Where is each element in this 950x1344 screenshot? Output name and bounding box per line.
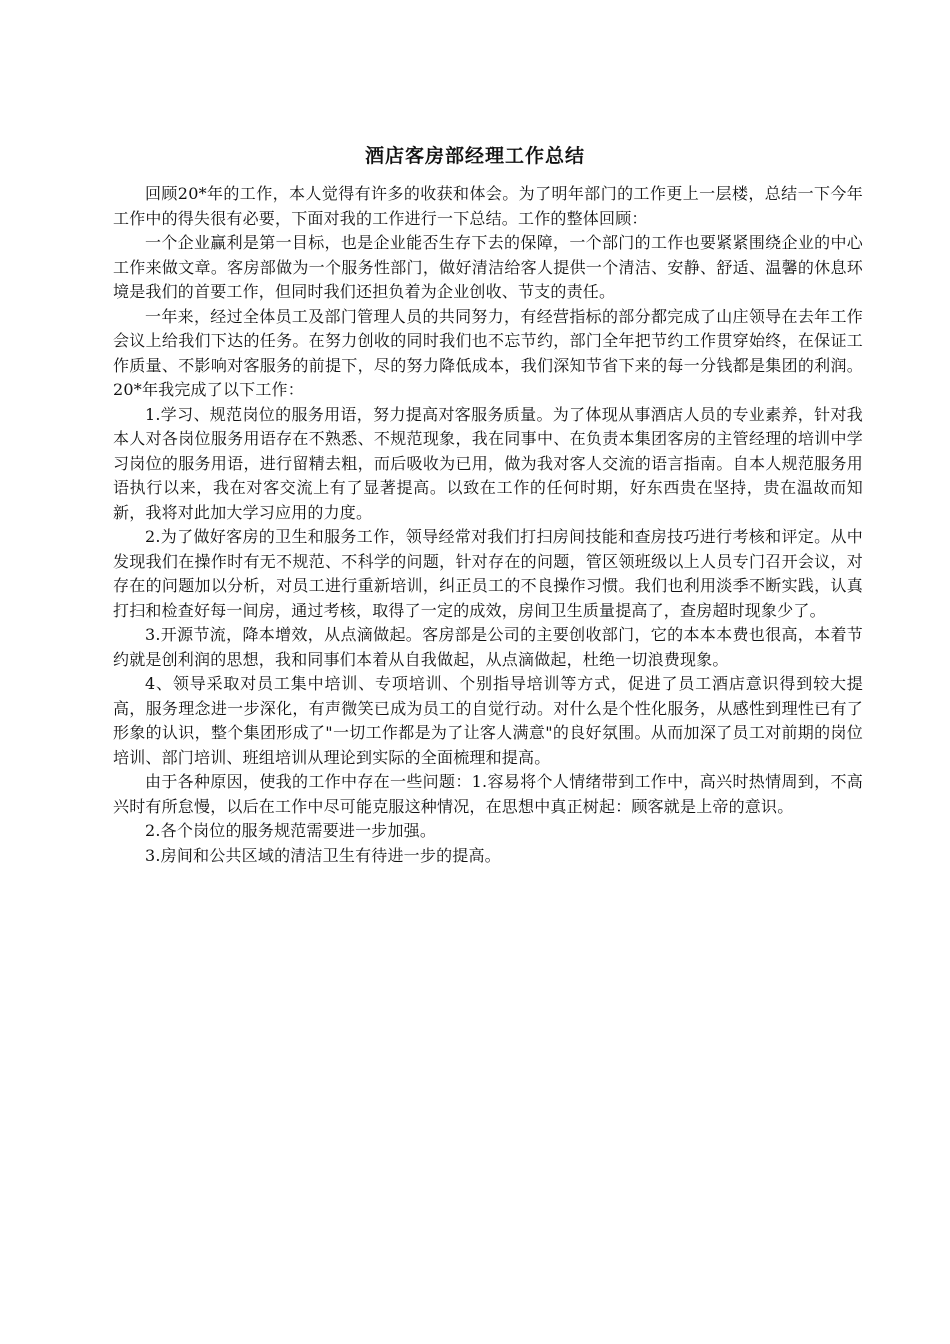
document-body [113,182,863,868]
paragraph-review: 回顾20*年的工作，本人觉得有许多的收获和体会。为了明年部门的工作更上一层楼，总结一下今年工作中的得失很有必要，下面对我的工作进行一下总结。工作的整体回顾： [113,184,863,228]
paragraph-problems: 由于各种原因，使我的工作中存在一些问题：1.容易将个人情绪带到工作中，高兴时热情周到，不高兴时有所怠慢，以后在工作中尽可能克服这种情况，在思想中真正树起：顾客就是上帝的意识。 [113,772,863,816]
paragraph-item-3: 3.开源节流，降本增效，从点滴做起。客房部是公司的主要创收部门，它的本本本费也很高，本着节约就是创利润的思想，我和同事们本着从自我做起，从点滴做起，杜绝一切浪费现象。 [113,625,863,669]
paragraph-problem-3: 3.房间和公共区域的清洁卫生有待进一步的提高。 [145,845,501,865]
paragraph-problem-2: 2.各个岗位的服务规范需要进一步加强。 [145,821,437,840]
paragraph-item-1: 1.学习、规范岗位的服务用语，努力提高对客服务质量。为了体现从事酒店人员的专业素养，针对我本人对各岗位服务用语存在不熟悉、不规范现象，我在同事中、在负责本集团客房的主管经理的培训中学习岗位的服务用语，进行留精去粗，而后吸收为已用，做为我对客人交流的语言指南。自本人规范服务用语执行以来，我在对客交流上有了显著提高。以致在工作的任何时期，好东西贵在坚持，贵在温故而知新，我将对此加大学习应用的力度。 [113,404,863,522]
paragraph-item-4: 4、领导采取对员工集中培训、专项培训、个别指导培训等方式，促进了员工酒店意识得到较大提高，服务理念进一步深化，有声微笑已成为员工的自觉行动。对什么是个性化服务，从感性到理性已有了形象的认识，整个集团形成了"一切工作都是为了让客人满意"的良好氛围。从而加深了员工对前期的岗位培训、部门培训、班组培训从理论到实际的全面梳理和提高。 [113,674,863,767]
paragraph-item-2: 2.为了做好客房的卫生和服务工作，领导经常对我们打扫房间技能和查房技巧进行考核和评定。从中发现我们在操作时有无不规范、不科学的问题，针对存在的问题，管区领班级以上人员专门召开会议，对存在的问题加以分析，对员工进行重新培训，纠正员工的不良操作习惯。我们也利用淡季不断实践，认真打扫和检查好每一间房，通过考核，取得了一定的成效，房间卫生质量提高了，查房超时现象少了。 [113,527,863,620]
paragraph-enterprise-goal: 一个企业赢利是第一目标，也是企业能否生存下去的保障，一个部门的工作也要紧紧围绕企业的中心工作来做文章。客房部做为一个服务性部门，做好清洁给客人提供一个清洁、安静、舒适、温馨的休息环境是我们的首要工作，但同时我们还担负着为企业创收、节支的责任。 [113,233,863,301]
paragraph-year-summary: 一年来，经过全体员工及部门管理人员的共同努力，有经营指标的部分都完成了山庄领导在去年工作会议上给我们下达的任务。在努力创收的同时我们也不忘节约，部门全年把节约工作贯穿始终，在保证工作质量、不影响对客服务的前提下，尽的努力降低成本，我们深知节省下来的每一分钱都是集团的利润。20*年我完成了以下工作： [113,306,863,399]
document-title: 酒店客房部经理工作总结 [364,145,585,167]
